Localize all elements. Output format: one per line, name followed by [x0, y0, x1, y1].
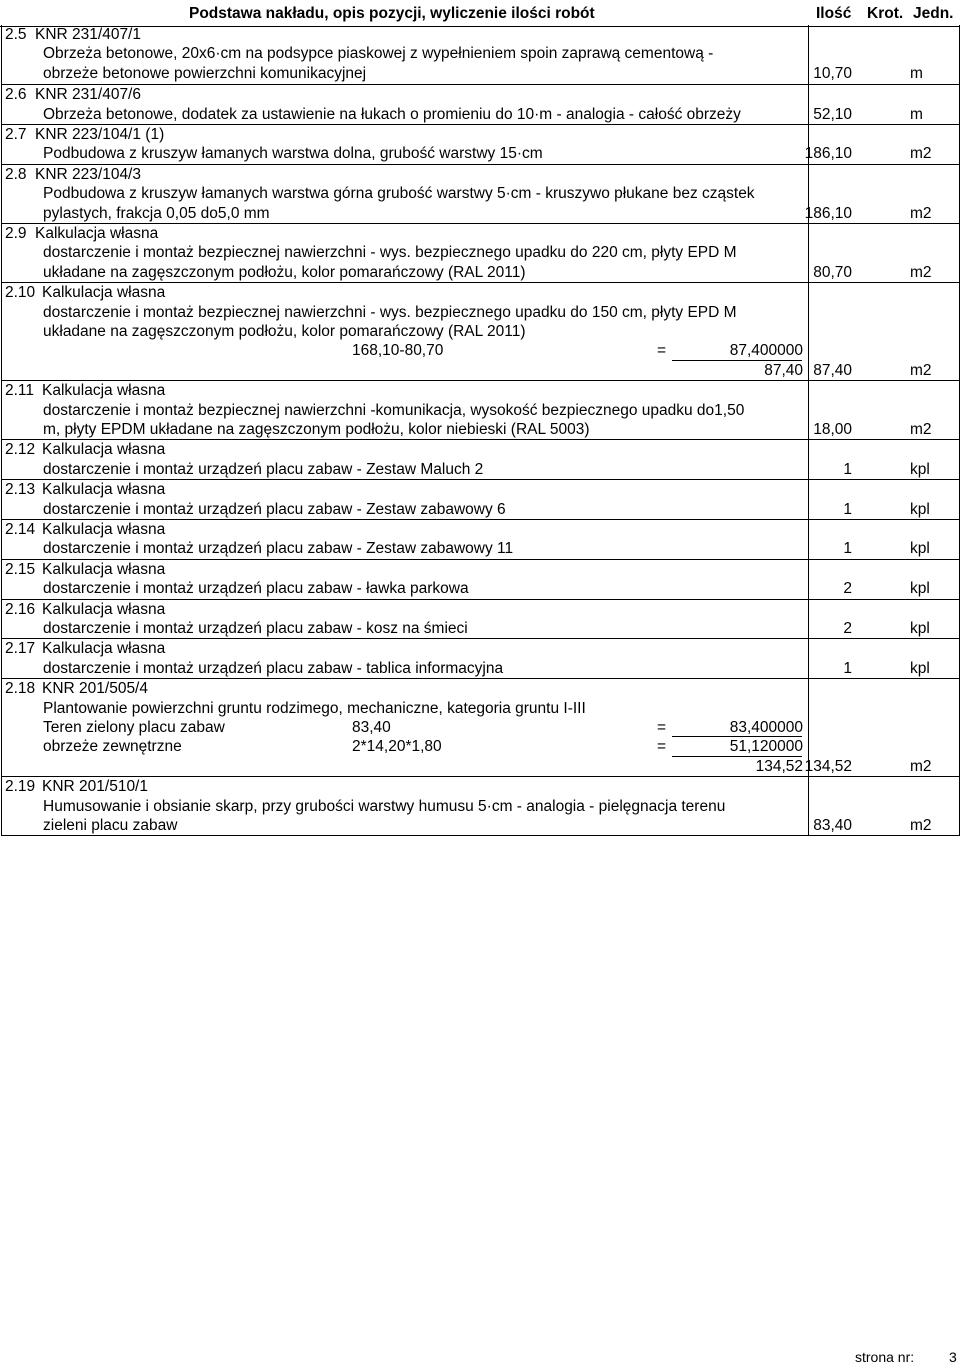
- table-row: [2, 124, 959, 164]
- item-unit: m2: [910, 204, 932, 222]
- item-unit: m: [910, 105, 923, 123]
- column-divider: [808, 600, 809, 639]
- item-unit: kpl: [910, 460, 930, 478]
- item-number: 2.9: [5, 224, 27, 242]
- item-basis: Kalkulacja własna: [42, 382, 166, 400]
- item-number: 2.13: [5, 481, 36, 499]
- item-description-line: pylastych, frakcja 0,05 do5,0 mm: [43, 204, 270, 222]
- item-quantity: 186,10: [804, 204, 852, 222]
- item-quantity: 1: [843, 659, 852, 677]
- item-basis: KNR 223/104/3: [35, 165, 141, 183]
- table-row: [2, 776, 959, 835]
- item-number: 2.11: [5, 382, 35, 400]
- item-number: 2.17: [5, 640, 36, 658]
- item-quantity: 1: [843, 500, 852, 518]
- column-divider: [808, 480, 809, 519]
- item-number: 2.14: [5, 520, 36, 538]
- calc-result: 87,400000: [729, 342, 803, 360]
- header-qty: Ilość: [816, 5, 852, 22]
- table-row: [2, 380, 959, 439]
- item-unit: m2: [910, 263, 932, 281]
- calc-result: 83,400000: [729, 718, 803, 736]
- item-description-line: układane na zagęszczonym podłożu, kolor pomarańczowy (RAL 2011): [43, 322, 526, 340]
- item-description-line: układane na zagęszczonym podłożu, kolor pomarańczowy (RAL 2011): [43, 263, 526, 281]
- table-row: [2, 559, 959, 599]
- item-description-line: Podbudowa z kruszyw łamanych warstwa górna grubość warstwy 5·cm - kruszywo płukane bez cząstek: [43, 185, 755, 203]
- table-row: [2, 638, 959, 678]
- calc-label: Teren zielony placu zabaw: [43, 718, 225, 736]
- item-unit: m2: [910, 816, 932, 834]
- item-quantity: 1: [843, 460, 852, 478]
- item-quantity: 186,10: [804, 145, 852, 163]
- item-unit: kpl: [910, 580, 930, 598]
- item-unit: m2: [910, 361, 932, 379]
- item-quantity: 83,40: [813, 816, 852, 834]
- calc-expression: 168,10-80,70: [352, 342, 444, 360]
- item-description-line: dostarczenie i montaż bezpiecznej nawierzchni - wys. bezpiecznego upadku do 150 cm, płyty EPD M: [43, 303, 737, 321]
- item-unit: m2: [910, 420, 932, 438]
- calc-result: 51,120000: [729, 738, 803, 756]
- calc-equals: =: [657, 738, 667, 756]
- item-unit: kpl: [910, 540, 930, 558]
- item-unit: m2: [910, 145, 932, 163]
- item-description-line: obrzeże betonowe powierzchni komunikacyjnej: [43, 64, 367, 82]
- item-unit: kpl: [910, 619, 930, 637]
- item-description-line: Obrzeża betonowe, 20x6·cm na podsypce piaskowej z wypełnieniem spoin zaprawą cementową -: [43, 45, 714, 63]
- item-number: 2.16: [5, 600, 36, 618]
- column-divider: [808, 639, 809, 678]
- item-quantity: 80,70: [813, 263, 852, 281]
- item-number: 2.8: [5, 165, 27, 183]
- table-row: [2, 479, 959, 519]
- header-unit: Jedn.: [913, 5, 954, 22]
- item-quantity: 1: [843, 540, 852, 558]
- item-description-line: Obrzeża betonowe, dodatek za ustawienie na łukach o promieniu do 10·m - analogia - całość obrzeży: [43, 105, 741, 123]
- item-description-line: dostarczenie i montaż urządzeń placu zabaw - ławka parkowa: [43, 580, 469, 598]
- table-row: [2, 223, 959, 282]
- item-description-line: dostarczenie i montaż urządzeń placu zabaw - kosz na śmieci: [43, 619, 468, 637]
- item-basis: Kalkulacja własna: [35, 224, 159, 242]
- table-row: [2, 164, 959, 223]
- item-number: 2.7: [5, 125, 27, 143]
- table-row: [2, 84, 959, 124]
- item-unit: m: [910, 64, 923, 82]
- table-row: [2, 599, 959, 639]
- table-row: [2, 439, 959, 479]
- item-description-line: m, płyty EPDM układane na zagęszczonym podłożu, kolor niebieski (RAL 5003): [43, 420, 590, 438]
- table-header: [0, 0, 960, 27]
- calc-expression: 83,40: [352, 718, 391, 736]
- item-description-line: dostarczenie i montaż bezpiecznej nawierzchni - wys. bezpiecznego upadku do 220 cm, płyty EPD M: [43, 244, 737, 262]
- item-number: 2.15: [5, 560, 36, 578]
- column-divider: [808, 560, 809, 599]
- item-number: 2.18: [5, 680, 36, 698]
- item-basis: Kalkulacja własna: [42, 520, 166, 538]
- item-number: 2.5: [5, 26, 27, 43]
- table-row: [2, 282, 959, 380]
- column-divider: [808, 85, 809, 124]
- item-description-line: Humusowanie i obsianie skarp, przy grubości warstwy humusu 5·cm - analogia - pielęgnacja terenu: [43, 797, 726, 815]
- calc-label: obrzeże zewnętrzne: [43, 738, 182, 756]
- header-krot: Krot.: [867, 5, 904, 22]
- item-basis: KNR 201/510/1: [42, 778, 148, 796]
- calc-expression: 2*14,20*1,80: [352, 738, 442, 756]
- item-basis: KNR 223/104/1 (1): [35, 125, 165, 143]
- item-basis: Kalkulacja własna: [42, 284, 166, 302]
- calc-subtotal: 87,40: [764, 361, 803, 379]
- item-quantity: 2: [843, 619, 852, 637]
- item-number: 2.10: [5, 284, 36, 302]
- item-description-line: Plantowanie powierzchni gruntu rodzimego, mechaniczne, kategoria gruntu I-III: [43, 699, 586, 717]
- item-description-line: dostarczenie i montaż urządzeń placu zabaw - Zestaw Maluch 2: [43, 460, 484, 478]
- item-quantity: 10,70: [813, 64, 852, 82]
- item-description-line: dostarczenie i montaż urządzeń placu zabaw - tablica informacyjna: [43, 659, 504, 677]
- item-basis: Kalkulacja własna: [42, 600, 166, 618]
- item-basis: KNR 201/505/4: [42, 680, 148, 698]
- column-divider: [808, 381, 809, 439]
- column-divider: [808, 777, 809, 835]
- column-divider: [808, 283, 809, 380]
- header-title: Podstawa nakładu, opis pozycji, wyliczenie ilości robót: [189, 5, 595, 22]
- item-description-line: Podbudowa z kruszyw łamanych warstwa dolna, grubość warstwy 15·cm: [43, 145, 543, 163]
- table-row: [2, 519, 959, 559]
- column-divider: [808, 520, 809, 559]
- cost-estimate-table: [1, 25, 960, 836]
- calc-equals: =: [657, 342, 667, 360]
- item-description-line: dostarczenie i montaż urządzeń placu zabaw - Zestaw zabawowy 11: [43, 540, 514, 558]
- item-basis: Kalkulacja własna: [42, 560, 166, 578]
- table-row: [2, 678, 959, 776]
- column-divider: [808, 224, 809, 282]
- item-unit: kpl: [910, 659, 930, 677]
- item-description-line: dostarczenie i montaż bezpiecznej nawierzchni -komunikacja, wysokość bezpiecznego upadku do1,50: [43, 401, 745, 419]
- item-number: 2.19: [5, 778, 36, 796]
- page-number-label: strona nr:: [855, 1349, 915, 1365]
- item-description-line: zieleni placu zabaw: [43, 816, 178, 834]
- item-basis: KNR 231/407/1: [35, 26, 141, 43]
- item-description-line: dostarczenie i montaż urządzeń placu zabaw - Zestaw zabawowy 6: [43, 500, 506, 518]
- page-number: 3: [949, 1349, 957, 1365]
- column-divider: [808, 25, 809, 84]
- item-basis: Kalkulacja własna: [42, 441, 166, 459]
- item-quantity: 87,40: [813, 361, 852, 379]
- item-quantity: 52,10: [813, 105, 852, 123]
- item-unit: m2: [910, 757, 932, 775]
- item-quantity: 2: [843, 580, 852, 598]
- calc-equals: =: [657, 718, 667, 736]
- item-basis: Kalkulacja własna: [42, 640, 166, 658]
- item-basis: KNR 231/407/6: [35, 86, 141, 104]
- table-row: [2, 25, 959, 84]
- calc-subtotal: 134,52: [755, 757, 803, 775]
- item-number: 2.6: [5, 86, 27, 104]
- item-quantity: 134,52: [804, 757, 852, 775]
- item-quantity: 18,00: [813, 420, 852, 438]
- column-divider: [808, 440, 809, 479]
- item-number: 2.12: [5, 441, 36, 459]
- item-basis: Kalkulacja własna: [42, 481, 166, 499]
- item-unit: kpl: [910, 500, 930, 518]
